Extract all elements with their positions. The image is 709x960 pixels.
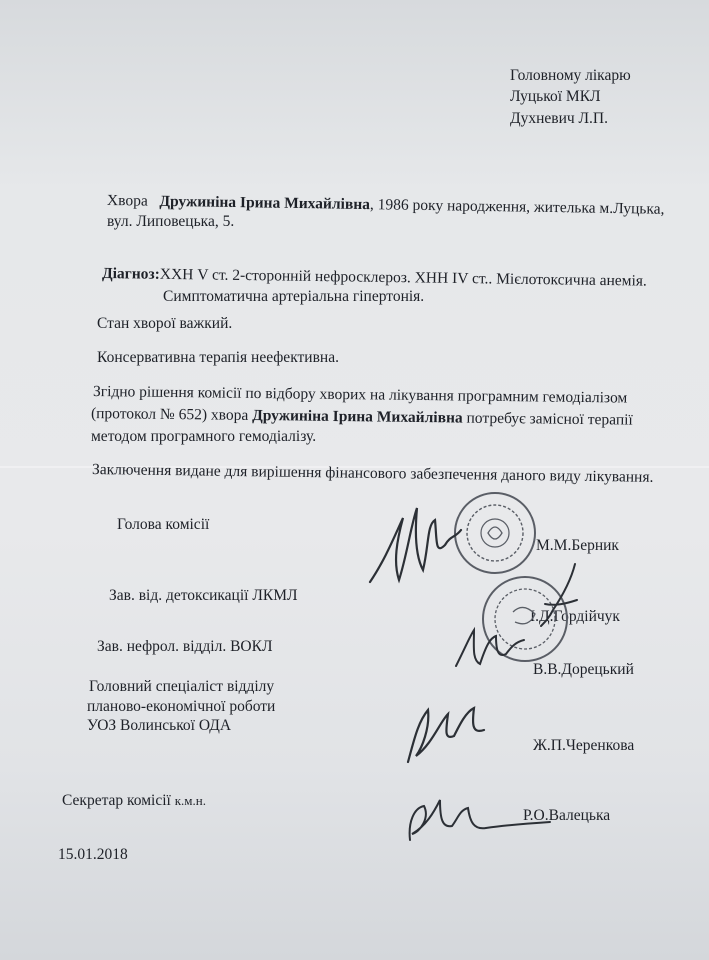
- decision-line-2: [91, 405, 633, 430]
- patient-prefix: Хвора: [106, 192, 148, 210]
- signature-nephrology-icon: [452, 616, 532, 676]
- signature-chair-icon: [365, 500, 475, 590]
- signatory-title-economist-3: УОЗ Волинської ОДА: [87, 717, 232, 734]
- signatory-title-economist-1: Головний спеціаліст відділу: [89, 678, 275, 695]
- secretary-degree: к.м.н.: [174, 793, 206, 808]
- diagnosis-line-1: [102, 265, 647, 291]
- addressee-line-1: Головному лікарю: [510, 67, 631, 84]
- signatory-title-economist-2: планово-економічної роботи: [87, 698, 276, 715]
- addressee-line-2: Луцької МКЛ: [510, 88, 601, 105]
- diagnosis-line-2: Симптоматична артеріальна гіпертонія.: [163, 288, 425, 305]
- signatory-title-chair: Голова комісії: [117, 516, 210, 533]
- secretary-line: [62, 792, 206, 810]
- patient-details: , 1986 року народження, жителька м.Луцька,: [369, 196, 665, 218]
- patient-name: Дружиніна Ірина Михайлівна: [159, 192, 371, 214]
- secretary-name: Р.О.Валецька: [523, 807, 611, 824]
- signatory-name-nephrology: В.В.Дорецький: [533, 661, 634, 678]
- diagnosis-label: Діагноз:: [101, 265, 160, 283]
- signatory-title-detox: Зав. від. детоксикації ЛКМЛ: [109, 587, 298, 604]
- decision-need: потребує замісної терапії: [462, 409, 633, 429]
- signatory-title-nephrology: Зав. нефрол. відділ. ВОКЛ: [97, 638, 273, 655]
- secretary-title: Секретар комісії: [62, 792, 171, 809]
- signature-detox-icon: [535, 560, 595, 630]
- decision-line-1: Згідно рішення комісії по відбору хворих на лікування програмним гемодіалізом: [92, 383, 628, 407]
- document-date: 15.01.2018: [58, 846, 128, 863]
- addressee-line-3: Духневич Л.П.: [510, 110, 608, 127]
- conclusion-text: Заключення видане для вирішення фінансового забезпечення даного виду лікування.: [91, 461, 654, 486]
- signature-secretary-icon: [400, 782, 560, 852]
- condition-text: Стан хворої важкий.: [97, 315, 233, 332]
- signatory-name-economist: Ж.П.Черенкова: [533, 737, 635, 754]
- decision-protocol: (протокол № 652) хвора: [90, 405, 253, 424]
- decision-patient-name: Дружиніна Ірина Михайлівна: [252, 406, 463, 427]
- patient-address: вул. Липовецька, 5.: [107, 213, 235, 230]
- signatory-name-chair: М.М.Берник: [536, 537, 619, 554]
- signatory-name-detox: І.Д.Гордійчук: [530, 608, 620, 625]
- signature-economist-icon: [400, 700, 500, 770]
- diagnosis-text-1: ХХН V ст. 2-сторонній нефросклероз. ХНН IV ст.. Мієлотоксична анемія.: [159, 265, 647, 290]
- therapy-text: Консервативна терапія неефективна.: [97, 349, 339, 366]
- decision-line-3: методом програмного гемодіалізу.: [91, 428, 317, 445]
